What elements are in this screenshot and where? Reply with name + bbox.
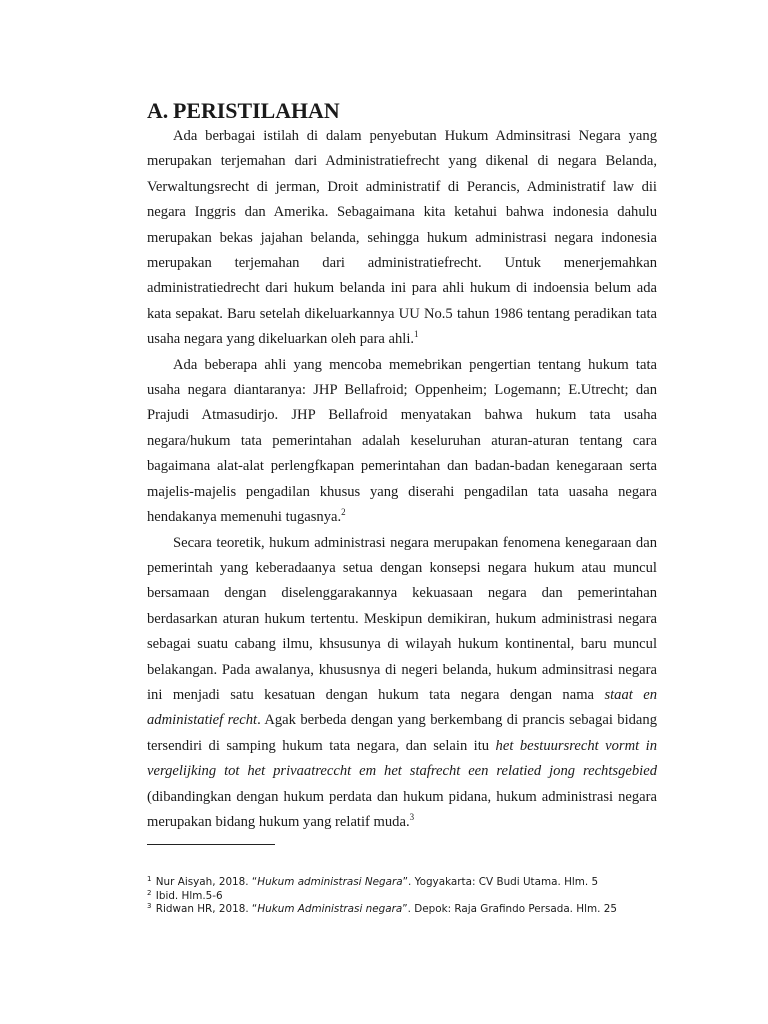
body-paragraph	[147, 531, 657, 836]
footnote-text: Nur Aisyah, 2018. “	[155, 876, 258, 888]
footnote-ref: 2	[341, 507, 346, 518]
footnote-title: Hukum Administrasi negara	[257, 903, 403, 915]
footnote-text: Ibid. Hlm.5-6	[155, 889, 223, 902]
footnotes	[147, 876, 667, 917]
body-paragraph	[147, 353, 657, 531]
section-title: PERISTILAHAN	[173, 98, 340, 123]
footnote-text: ”. Depok: Raja Grafindo Persada. Hlm. 25	[402, 903, 617, 915]
footnote-number: 2	[147, 888, 152, 897]
footnote-item	[147, 890, 667, 904]
paragraph-text: Ada beberapa ahli yang mencoba memebrikan pengertian tentang hukum tata usaha negara diantaranya: JHP Bellafroid; Oppenheim; Logemann; E.Utrecht; dan Prajudi Atmasudirjo. JHP Bellafroid menyatakan bahwa hukum tata usaha negara/hukum tata pemerintahan adalah keseluruhan aturan-aturan tentang cara bagaimana alat-alat perlengfkapan pemerintahan dan badan-badan kenegaraan serta majelis-majelis pengadilan khusus yang diserahi pengadilan tata uasaha negara hendakanya memenuhi tugasnya.	[147, 356, 657, 526]
section-number: A.	[147, 98, 169, 123]
italic-term: staat en administatief recht	[147, 686, 658, 729]
footnote-ref: 3	[409, 811, 415, 822]
footnote-item	[147, 876, 667, 890]
body-paragraph	[147, 124, 657, 353]
footnote-item	[147, 903, 667, 917]
footnote-title: Hukum administrasi Negara	[257, 876, 403, 888]
paragraph-text: Ada berbagai istilah di dalam penyebutan Hukum Adminsitrasi Negara yang merupakan terjemahan dari Administratiefrecht yang dikenal di negara Belanda, Verwaltungsrecht di jerman, Droit administratif di Perancis, Administratif law dii negara Inggris dan Amerika. Sebagaimana kita ketahui bahwa indonesia dahulu merupakan bekas jajahan belanda, sehingga hukum administrasi negara indonesia merupakan terjemahan dari administratiefrecht. Untuk menerjemahkan administratiedrecht dari hukum belanda ini para ahli hukum di indoensia belum ada kata sepakat. Baru setelah dikeluarkannya UU No.5 tahun 1986 tentang peradikan tata usaha negara yang dikeluarkan oleh para ahli.	[147, 128, 657, 348]
paragraph-text: (dibandingkan dengan hukum perdata dan hukum pidana, hukum administrasi negara merupakan bidang hukum yang relatif muda.	[147, 788, 657, 830]
footnote-text: Ridwan HR, 2018. “	[155, 903, 258, 915]
footnote-separator	[147, 844, 275, 845]
footnote-text: ”. Yogyakarta: CV Budi Utama. Hlm. 5	[402, 876, 599, 888]
paragraph-text: Secara teoretik, hukum administrasi negara merupakan fenomena kenegaraan dan pemerintah yang keberadaanya setua dengan konsepsi negara hukum atau muncul bersamaan dengan diselenggarakannya kekuasaan negara dan pemerintahan berdasarkan aturan hukum tertentu. Meskipun demikiran, hukum administrasi negara sebagai suatu cabang ilmu, khsusunya di wilayah hukum kontinental, baru muncul belakangan. Pada awalanya, khususnya di negeri belanda, hukum adminsitrasi negara ini menjadi satu kesatuan dengan hukum tata negara dengan nama	[147, 534, 657, 703]
footnote-ref: 1	[414, 329, 419, 340]
paragraph-text: . Agak berbeda dengan yang berkembang di prancis sebagai bidang tersendiri di samping hukum tata negara, dan selain itu	[147, 712, 657, 754]
document-page	[147, 98, 658, 915]
italic-quote: het bestuursrecht vormt in vergelijking tot het privaatreccht em het stafrecht een relatied jong rechtsgebied	[147, 737, 657, 780]
footnote-number: 3	[147, 902, 152, 910]
footnote-number: 1	[147, 875, 152, 883]
section-heading	[147, 98, 657, 124]
